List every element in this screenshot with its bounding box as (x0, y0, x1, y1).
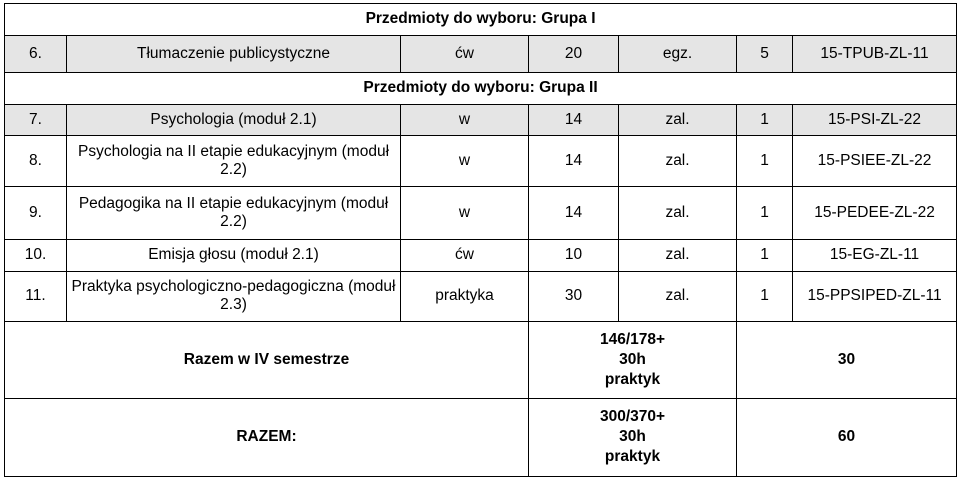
course-name: Psychologia (moduł 2.1) (67, 104, 401, 136)
course-name: Praktyka psychologiczno-pedagogiczna (moduł 2.3) (67, 271, 401, 321)
row-number: 8. (5, 136, 67, 186)
total-hours-line1: 300/370+ (599, 408, 666, 426)
course-code: 15-PEDEE-ZL-22 (793, 186, 957, 239)
total-hours-line2: 30h (619, 428, 646, 446)
course-ects: 1 (737, 186, 793, 239)
table-row (5, 136, 957, 186)
course-assessment: zal. (619, 271, 737, 321)
total-hours-line3: praktyk (604, 448, 661, 466)
course-form: w (401, 104, 529, 136)
course-form: w (401, 136, 529, 186)
course-form: praktyka (401, 271, 529, 321)
group1-header: Przedmioty do wyboru: Grupa I (5, 4, 957, 36)
course-ects: 1 (737, 239, 793, 271)
semester-hours-line3: praktyk (604, 370, 661, 388)
course-ects: 1 (737, 136, 793, 186)
semester-summary-hours (529, 321, 737, 398)
table-row (5, 239, 957, 271)
course-assessment: zal. (619, 186, 737, 239)
total-summary-row (5, 398, 957, 476)
course-code: 15-PPSIPED-ZL-11 (793, 271, 957, 321)
group2-header: Przedmioty do wyboru: Grupa II (5, 72, 957, 104)
course-ects: 1 (737, 104, 793, 136)
course-assessment: zal. (619, 136, 737, 186)
total-summary-ects: 60 (737, 398, 957, 476)
course-name: Tłumaczenie publicystyczne (67, 35, 401, 72)
semester-summary-row (5, 321, 957, 398)
course-code: 15-PSI-ZL-22 (793, 104, 957, 136)
total-summary-hours (529, 398, 737, 476)
course-hours: 20 (529, 35, 619, 72)
table-row (5, 104, 957, 136)
semester-hours-line1: 146/178+ (599, 330, 666, 348)
table-row (5, 186, 957, 239)
row-number: 7. (5, 104, 67, 136)
table-row (5, 35, 957, 72)
semester-summary-label: Razem w IV semestrze (5, 321, 529, 398)
course-assessment: zal. (619, 239, 737, 271)
row-number: 10. (5, 239, 67, 271)
course-hours: 10 (529, 239, 619, 271)
group1-header-row (5, 4, 957, 36)
course-hours: 14 (529, 136, 619, 186)
row-number: 9. (5, 186, 67, 239)
course-code: 15-TPUB-ZL-11 (793, 35, 957, 72)
course-hours: 30 (529, 271, 619, 321)
course-name: Emisja głosu (moduł 2.1) (67, 239, 401, 271)
semester-summary-ects: 30 (737, 321, 957, 398)
course-form: ćw (401, 35, 529, 72)
course-code: 15-EG-ZL-11 (793, 239, 957, 271)
course-form: w (401, 186, 529, 239)
course-code: 15-PSIEE-ZL-22 (793, 136, 957, 186)
row-number: 11. (5, 271, 67, 321)
course-hours: 14 (529, 186, 619, 239)
course-assessment: zal. (619, 104, 737, 136)
course-hours: 14 (529, 104, 619, 136)
table-row (5, 271, 957, 321)
group2-header-row (5, 72, 957, 104)
semester-hours-line2: 30h (619, 350, 646, 368)
row-number: 6. (5, 35, 67, 72)
course-name: Psychologia na II etapie edukacyjnym (moduł 2.2) (67, 136, 401, 186)
course-name: Pedagogika na II etapie edukacyjnym (moduł 2.2) (67, 186, 401, 239)
course-ects: 1 (737, 271, 793, 321)
course-assessment: egz. (619, 35, 737, 72)
total-summary-label: RAZEM: (5, 398, 529, 476)
courses-table (4, 3, 957, 477)
course-ects: 5 (737, 35, 793, 72)
course-form: ćw (401, 239, 529, 271)
